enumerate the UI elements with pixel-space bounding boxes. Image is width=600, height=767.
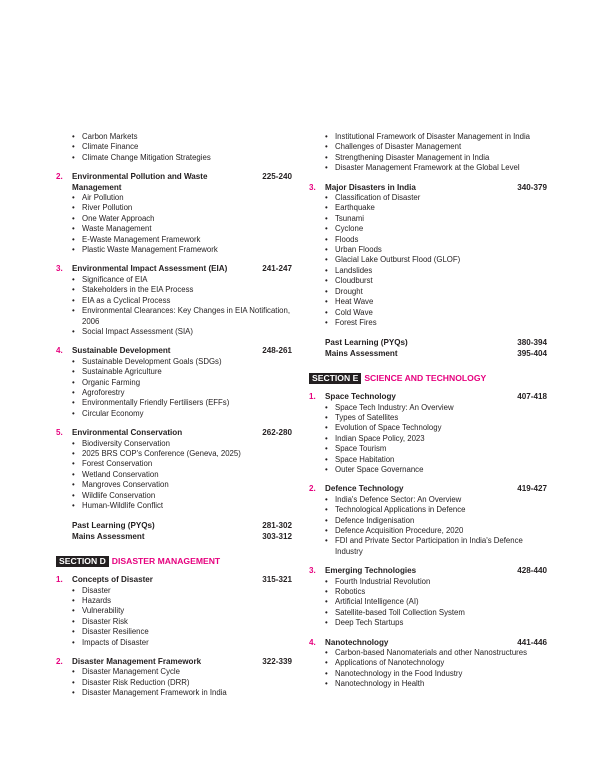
toc-item[interactable]: • Stakeholders in the EIA Process [72, 285, 292, 295]
toc-item[interactable]: • Indian Space Policy, 2023 [325, 434, 547, 444]
toc-item[interactable]: • Disaster [72, 586, 292, 596]
chapter-emerging [309, 566, 547, 628]
mains-row[interactable] [309, 349, 547, 359]
chapter-number: 3. [309, 182, 316, 192]
toc-item[interactable]: • Disaster Resilience [72, 627, 292, 637]
chapter-number: 2. [56, 172, 63, 182]
chapter-title: Major Disasters in India [325, 182, 416, 192]
chapter-number: 4. [309, 637, 316, 647]
toc-item[interactable]: • Challenges of Disaster Management [325, 142, 547, 152]
toc-item[interactable]: • River Pollution [72, 203, 292, 213]
toc-item[interactable]: • Defence Acquisition Procedure, 2020 [325, 526, 547, 536]
chapter-title: Space Technology [325, 392, 396, 402]
toc-item[interactable]: • Social Impact Assessment (SIA) [72, 327, 292, 337]
toc-item[interactable]: • Glacial Lake Outburst Flood (GLOF) [325, 255, 547, 265]
chapter-number: 4. [56, 346, 63, 356]
toc-item[interactable]: • One Water Approach [72, 214, 292, 224]
chapter-pages: 340-379 [517, 182, 547, 192]
toc-item[interactable]: • Landslides [325, 266, 547, 276]
toc-item[interactable]: • Sustainable Development Goals (SDGs) [72, 357, 292, 367]
chapter-number: 2. [309, 484, 316, 494]
section-name: DISASTER MANAGEMENT [111, 556, 221, 567]
toc-item[interactable]: • Disaster Management Framework in India [72, 688, 292, 698]
toc-item[interactable]: • Cloudburst [325, 276, 547, 286]
chapter-heading[interactable] [309, 392, 547, 402]
toc-item[interactable]: • Floods [325, 235, 547, 245]
chapter-title: Environmental Impact Assessment (EIA) [72, 264, 228, 274]
toc-item[interactable]: • Applications of Nanotechnology [325, 658, 547, 668]
toc-item[interactable]: • India's Defence Sector: An Overview [325, 495, 547, 505]
toc-item[interactable]: • Mangroves Conservation [72, 480, 292, 490]
toc-item[interactable]: • Sustainable Agriculture [72, 367, 292, 377]
chapter-pages: 225-240 [262, 172, 292, 182]
assessment-block [56, 521, 292, 542]
chapter-heading[interactable] [56, 264, 292, 274]
chapter-heading[interactable] [56, 428, 292, 438]
chapter-pages: 441-446 [517, 637, 547, 647]
chapter-sustainable [56, 346, 292, 419]
chapter-space [309, 392, 547, 475]
chapter-number: 1. [309, 392, 316, 402]
section-heading[interactable] [56, 556, 292, 567]
section-tag: SECTION D [56, 556, 109, 567]
mains-label: Mains Assessment [72, 531, 145, 541]
toc-item[interactable]: • Heat Wave [325, 297, 547, 307]
toc-item[interactable]: • Air Pollution [72, 193, 292, 203]
chapter-pages: 322-339 [262, 657, 292, 667]
toc-item[interactable]: • Artificial Intelligence (AI) [325, 597, 547, 607]
chapter-heading[interactable] [309, 183, 547, 193]
toc-item[interactable]: • Earthquake [325, 203, 547, 213]
pyq-pages: 281-302 [262, 521, 292, 531]
toc-item[interactable]: • Disaster Management Cycle [72, 667, 292, 677]
toc-item[interactable]: • Satellite-based Toll Collection System [325, 608, 547, 618]
toc-item[interactable]: • Forest Fires [325, 318, 547, 328]
section-heading[interactable] [309, 373, 547, 384]
toc-item[interactable]: • Tsunami [325, 214, 547, 224]
chapter-number: 3. [309, 566, 316, 576]
mains-label: Mains Assessment [325, 348, 398, 358]
chapter-dm-framework [56, 657, 292, 699]
toc-item[interactable]: • Fourth Industrial Revolution [325, 577, 547, 587]
chapter-defence [309, 484, 547, 557]
toc-item[interactable]: • Strengthening Disaster Management in India [325, 153, 547, 163]
toc-item[interactable]: • Agroforestry [72, 388, 292, 398]
toc-item[interactable]: • Outer Space Governance [325, 465, 547, 475]
chapter-number: 5. [56, 428, 63, 438]
toc-item[interactable]: • Impacts of Disaster [72, 638, 292, 648]
toc-item[interactable]: • Robotics [325, 587, 547, 597]
chapter-heading[interactable] [56, 575, 292, 585]
chapter-heading[interactable] [56, 346, 292, 356]
toc-item[interactable]: • Space Tech Industry: An Overview [325, 403, 547, 413]
chapter-pages: 248-261 [262, 346, 292, 356]
chapter-title: Environmental Conservation [72, 428, 183, 438]
section-name: SCIENCE AND TECHNOLOGY [364, 373, 487, 384]
toc-item[interactable]: • Plastic Waste Management Framework [72, 245, 292, 255]
chapter-heading[interactable] [56, 172, 292, 193]
toc-item[interactable]: • Carbon Markets [72, 132, 292, 142]
chapter-conservation [56, 428, 292, 511]
toc-item[interactable]: • Cyclone [325, 224, 547, 234]
toc-item[interactable]: • Classification of Disaster [325, 193, 547, 203]
toc-item[interactable]: • Organic Farming [72, 378, 292, 388]
chapter-pages: 419-427 [517, 484, 547, 494]
pyq-row[interactable] [56, 521, 292, 531]
toc-item[interactable]: • Drought [325, 287, 547, 297]
chapter-title: Concepts of Disaster [72, 575, 153, 585]
chapter-title: Defence Technology [325, 484, 404, 494]
pyq-label: Past Learning (PYQs) [325, 338, 408, 348]
intro-list [309, 132, 547, 174]
toc-item[interactable]: • E-Waste Management Framework [72, 235, 292, 245]
toc-item[interactable]: • Nanotechnology in Health [325, 679, 547, 689]
toc-item[interactable]: • Cold Wave [325, 308, 547, 318]
intro-list [56, 132, 292, 163]
chapter-number: 2. [56, 657, 63, 667]
pyq-pages: 380-394 [517, 338, 547, 348]
toc-item[interactable]: • Vulnerability [72, 606, 292, 616]
toc-item[interactable]: • Institutional Framework of Disaster Management in India [325, 132, 547, 142]
toc-item[interactable]: • Disaster Risk Reduction (DRR) [72, 678, 292, 688]
chapter-title: Emerging Technologies [325, 566, 417, 576]
toc-item[interactable]: • Climate Change Mitigation Strategies [72, 153, 292, 163]
toc-item[interactable]: • Wetland Conservation [72, 470, 292, 480]
toc-item[interactable]: • Nanotechnology in the Food Industry [325, 669, 547, 679]
chapter-title: Nanotechnology [325, 637, 389, 647]
toc-item[interactable]: • Technological Applications in Defence [325, 505, 547, 515]
toc-item[interactable]: • Types of Satellites [325, 413, 547, 423]
chapter-concepts [56, 575, 292, 648]
chapter-heading[interactable] [56, 657, 292, 667]
toc-item[interactable]: • Disaster Risk [72, 617, 292, 627]
toc-item[interactable]: • Disaster Management Framework at the Global Level [325, 163, 547, 173]
chapter-nano [309, 638, 547, 690]
toc-item[interactable]: • Space Habitation [325, 455, 547, 465]
chapter-pages: 315-321 [262, 575, 292, 585]
toc-item[interactable]: • Defence Indigenisation [325, 516, 547, 526]
mains-row[interactable] [56, 532, 292, 542]
chapter-heading[interactable] [309, 566, 547, 576]
toc-item[interactable]: • EIA as a Cyclical Process [72, 296, 292, 306]
chapter-pages: 428-440 [517, 566, 547, 576]
chapter-heading[interactable] [309, 484, 547, 494]
chapter-title: Sustainable Development [72, 346, 171, 356]
left-column [56, 132, 292, 699]
toc-item[interactable]: • Wildlife Conservation [72, 491, 292, 501]
toc-item[interactable]: • Environmental Clearances: Key Changes in EIA Notification, 2006 [72, 306, 292, 327]
chapter-number: 1. [56, 575, 63, 585]
toc-item[interactable]: • Circular Economy [72, 409, 292, 419]
toc-item[interactable]: • Evolution of Space Technology [325, 423, 547, 433]
chapter-heading[interactable] [309, 638, 547, 648]
toc-item[interactable]: • Carbon-based Nanomaterials and other Nanostructures [325, 648, 547, 658]
chapter-pages: 407-418 [517, 392, 547, 402]
pyq-row[interactable] [309, 338, 547, 348]
toc-item[interactable]: • Hazards [72, 596, 292, 606]
toc-item[interactable]: • Human-Wildlife Conflict [72, 501, 292, 511]
chapter-pollution [56, 172, 292, 255]
chapter-pages: 241-247 [262, 264, 292, 274]
toc-item[interactable]: • Climate Finance [72, 142, 292, 152]
toc-item[interactable]: • FDI and Private Sector Participation in India's Defence Industry [325, 536, 547, 557]
toc-item[interactable]: • Space Tourism [325, 444, 547, 454]
toc-item[interactable]: • 2025 BRS COP's Conference (Geneva, 2025) [72, 449, 292, 459]
toc-item[interactable]: • Significance of EIA [72, 275, 292, 285]
toc-item[interactable]: • Environmentally Friendly Fertilisers (EFFs) [72, 398, 292, 408]
toc-item[interactable]: • Waste Management [72, 224, 292, 234]
toc-item[interactable]: • Deep Tech Startups [325, 618, 547, 628]
chapter-major-disasters [309, 183, 547, 329]
toc-item[interactable]: • Urban Floods [325, 245, 547, 255]
chapter-eia [56, 264, 292, 337]
right-column [309, 132, 547, 690]
section-tag: SECTION E [309, 373, 361, 384]
chapter-title: Disaster Management Framework [72, 657, 202, 667]
mains-pages: 395-404 [517, 348, 547, 358]
pyq-label: Past Learning (PYQs) [72, 521, 155, 531]
assessment-block [309, 338, 547, 359]
toc-item[interactable]: • Biodiversity Conservation [72, 439, 292, 449]
mains-pages: 303-312 [262, 531, 292, 541]
chapter-title: Environmental Pollution and Waste Management [72, 172, 208, 192]
chapter-number: 3. [56, 264, 63, 274]
toc-item[interactable]: • Forest Conservation [72, 459, 292, 469]
chapter-pages: 262-280 [262, 428, 292, 438]
